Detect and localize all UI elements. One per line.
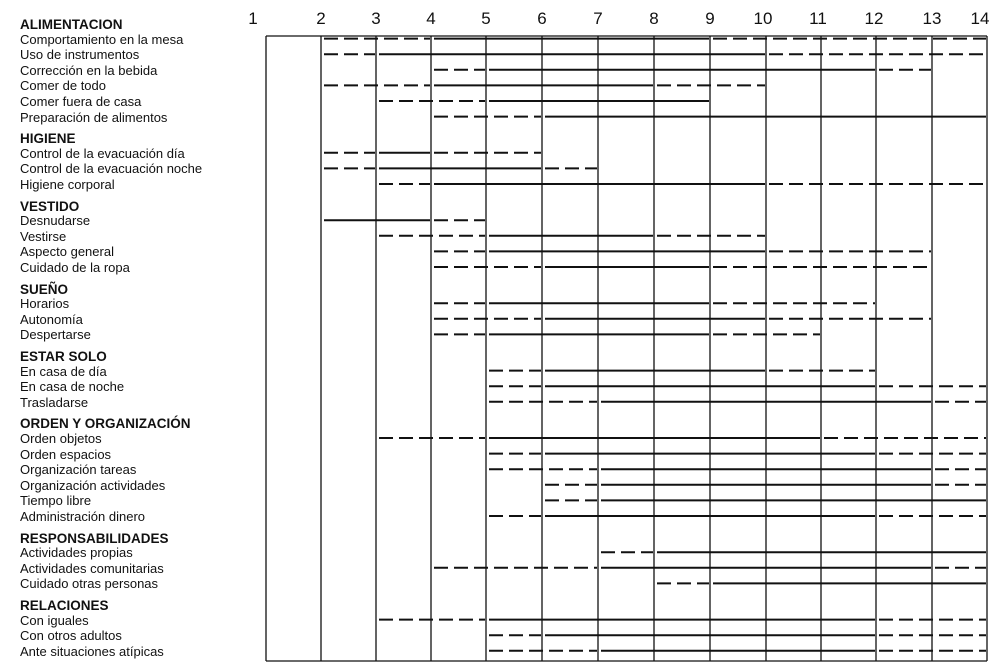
column-header-8: 8 bbox=[649, 9, 659, 28]
category-heading: HIGIENE bbox=[20, 131, 76, 147]
row-label: Preparación de alimentos bbox=[20, 109, 168, 125]
column-header-5: 5 bbox=[481, 9, 491, 28]
row-label: Autonomía bbox=[20, 311, 83, 327]
row-label: Uso de instrumentos bbox=[20, 47, 140, 63]
row-label: Control de la evacuación día bbox=[20, 145, 185, 161]
row-label: En casa de día bbox=[20, 363, 107, 379]
row-label: Cuidado otras personas bbox=[20, 576, 159, 592]
row-label: Administración dinero bbox=[20, 509, 146, 524]
row-label: Comer de todo bbox=[20, 78, 106, 94]
column-header-7: 7 bbox=[593, 9, 603, 28]
row-label: Horarios bbox=[20, 296, 70, 312]
row-label: Higiene corporal bbox=[20, 177, 115, 192]
row-label: Despertarse bbox=[20, 327, 91, 343]
category-heading: VESTIDO bbox=[20, 198, 80, 214]
row-label: Cuidado de la ropa bbox=[20, 260, 130, 275]
row-label: Con otros adultos bbox=[20, 628, 122, 644]
category-heading: SUEÑO bbox=[20, 281, 69, 297]
row-label: Tiempo libre bbox=[20, 493, 92, 509]
column-header-6: 6 bbox=[537, 9, 547, 28]
row-label: Orden objetos bbox=[20, 431, 102, 446]
column-header-4: 4 bbox=[426, 9, 436, 28]
column-header-11: 11 bbox=[809, 9, 827, 28]
column-header-3: 3 bbox=[371, 9, 381, 28]
column-header-10: 10 bbox=[753, 9, 773, 28]
row-label: Trasladarse bbox=[20, 394, 89, 410]
row-label: Actividades comunitarias bbox=[20, 560, 164, 576]
row-label: Vestirse bbox=[20, 228, 67, 244]
column-header-14: 14 bbox=[970, 9, 990, 28]
row-label: Orden espacios bbox=[20, 446, 112, 462]
column-header-2: 2 bbox=[316, 9, 326, 28]
column-header-9: 9 bbox=[705, 9, 715, 28]
column-header-13: 13 bbox=[922, 9, 942, 28]
row-label: Desnudarse bbox=[20, 213, 91, 229]
row-label: Control de la evacuación noche bbox=[20, 161, 203, 177]
row-label: Ante situaciones atípicas bbox=[20, 643, 164, 659]
row-label: En casa de noche bbox=[20, 379, 125, 395]
row-label: Corrección en la bebida bbox=[20, 62, 158, 78]
row-label: Aspecto general bbox=[20, 244, 114, 260]
category-heading: ORDEN Y ORGANIZACIÓN bbox=[20, 416, 191, 432]
row-label: Actividades propias bbox=[20, 545, 133, 561]
column-header-1: 1 bbox=[248, 9, 258, 28]
category-heading: RESPONSABILIDADES bbox=[20, 530, 169, 546]
column-header-12: 12 bbox=[864, 9, 884, 28]
row-label: Con iguales bbox=[20, 612, 89, 628]
category-heading: RELACIONES bbox=[20, 598, 109, 613]
category-heading: ESTAR SOLO bbox=[20, 349, 107, 364]
row-label: Organización tareas bbox=[20, 462, 137, 478]
row-label: Organización actividades bbox=[20, 477, 166, 493]
category-heading: ALIMENTACION bbox=[20, 17, 123, 32]
row-label: Comer fuera de casa bbox=[20, 94, 142, 109]
row-label: Comportamiento en la mesa bbox=[20, 31, 184, 47]
